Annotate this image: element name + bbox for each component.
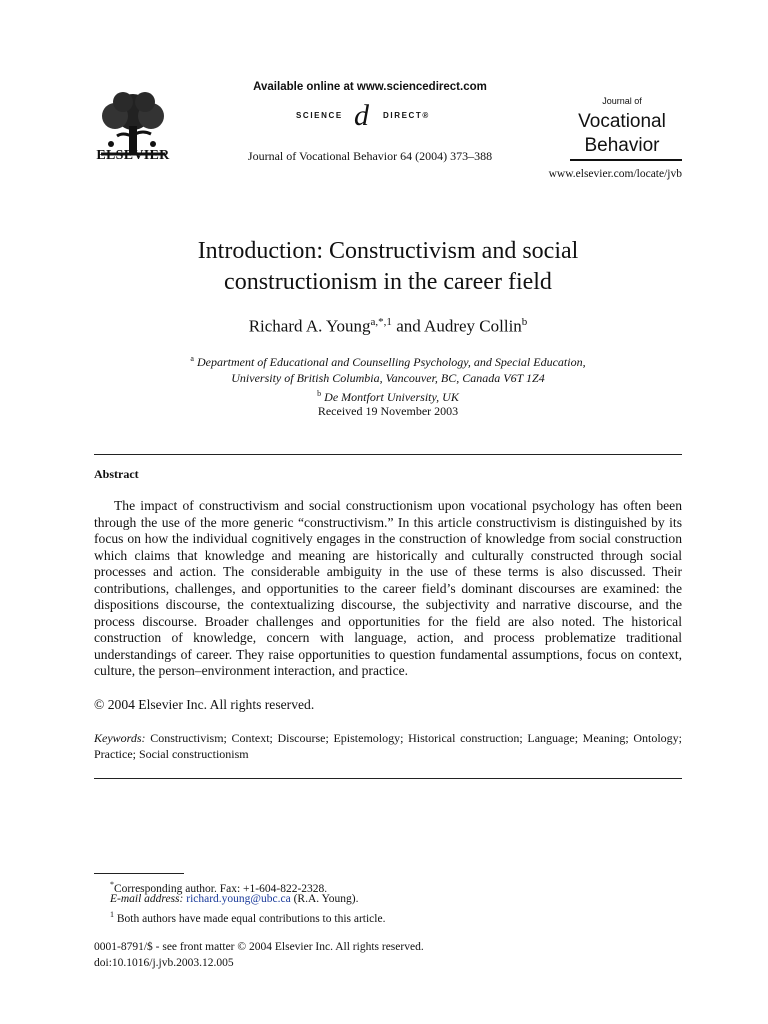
footnote-rule xyxy=(94,873,184,874)
author-2-affil-mark: b xyxy=(521,316,528,328)
article-title xyxy=(94,236,682,298)
affiliation-b xyxy=(94,386,682,405)
title-line-2: constructionism in the career field xyxy=(224,269,552,295)
affiliations xyxy=(94,351,682,405)
email-suffix: (R.A. Young). xyxy=(290,893,359,905)
sciencedirect-logo-at: d xyxy=(354,99,369,132)
email-link[interactable]: richard.young@ubc.ca xyxy=(186,893,291,905)
affil-b-text: De Montfort University, UK xyxy=(321,390,459,404)
abstract-bottom-rule xyxy=(94,778,682,779)
footnote-email xyxy=(110,892,358,907)
author-2: Audrey Collin xyxy=(424,316,522,336)
affil-a-mark: a xyxy=(190,354,194,363)
footnote-1 xyxy=(110,907,385,927)
journal-logo-line2: Behavior xyxy=(584,135,660,156)
sciencedirect-logo-left: SCIENCE xyxy=(296,111,343,120)
affiliation-a xyxy=(94,351,682,370)
footnote-1-mark: 1 xyxy=(110,910,114,919)
affiliation-a-line2: University of British Columbia, Vancouver, BC, Canada V6T 1Z4 xyxy=(231,371,545,385)
abstract-body: The impact of constructivism and social constructionism upon vocational psychology has often been through the use of the more generic “constructivism.” In this article constructivism is distinguished by its focus on how the individual cognitively engages in the construction of knowledge from social construction which claims that knowledge and meaning are historically and culturally constructed through social processes and action. The considerable ambiguity in the use of these terms is also discussed. Their contributions, challenges, and opportunities to the career field’s dominant discourses are examined: the dispositions discourse, the contextualizing discourse, the subjectivity and narrative discourse, and the process discourse. Broader challenges and opportunities for the field are also noted. The historical construction of knowledge, concern with language, action, and process problematize traditional understandings of career. They raise opportunities to question fundamental assumptions, focus on context, culture, the person–environment interaction, and practice. xyxy=(94,498,682,678)
author-1-affil-marks: a,*,1 xyxy=(370,316,392,328)
issn-line: 0001-8791/$ - see front matter © 2004 Elsevier Inc. All rights reserved. xyxy=(94,941,424,953)
journal-logo-line1: Vocational xyxy=(578,111,666,132)
author-line xyxy=(94,316,682,337)
keywords-label: Keywords: xyxy=(94,731,146,745)
email-label: E-mail address: xyxy=(110,893,184,905)
keywords xyxy=(94,730,682,762)
sciencedirect-logo-right: DIRECT® xyxy=(383,111,430,120)
abstract-top-rule xyxy=(94,454,682,455)
author-conjunction: and xyxy=(391,316,425,336)
corresponding-text: Corresponding author. Fax: +1-604-822-2328. xyxy=(114,882,328,895)
doi-line[interactable]: doi:10.1016/j.jvb.2003.12.005 xyxy=(94,957,234,969)
available-online-text[interactable]: Available online at www.sciencedirect.com xyxy=(253,81,487,93)
journal-logo-underline xyxy=(570,159,682,161)
received-date: Received 19 November 2003 xyxy=(317,404,459,418)
journal-citation: Journal of Vocational Behavior 64 (2004) 373–388 xyxy=(247,149,493,163)
title-line-1: Introduction: Constructivism and social xyxy=(197,238,579,264)
journal-logo-small: Journal of xyxy=(602,96,642,106)
footnote-1-text: Both authors have made equal contributions to this article. xyxy=(114,912,386,925)
abstract-copyright: © 2004 Elsevier Inc. All rights reserved. xyxy=(94,697,315,712)
keywords-list: Constructivism; Context; Discourse; Epistemology; Historical construction; Language; Meaning; Ontology; Practice; Social constructionism xyxy=(94,731,682,761)
abstract-heading: Abstract xyxy=(94,467,139,481)
publisher-logo-text: ELSEVIER xyxy=(96,148,170,163)
author-1: Richard A. Young xyxy=(248,316,371,336)
affil-b-mark: b xyxy=(317,389,322,398)
journal-url[interactable]: www.elsevier.com/locate/jvb xyxy=(548,168,682,180)
footnote-star: * xyxy=(110,880,114,889)
affil-a-line1: Department of Educational and Counselling Psychology, and Special Education, xyxy=(193,355,586,369)
